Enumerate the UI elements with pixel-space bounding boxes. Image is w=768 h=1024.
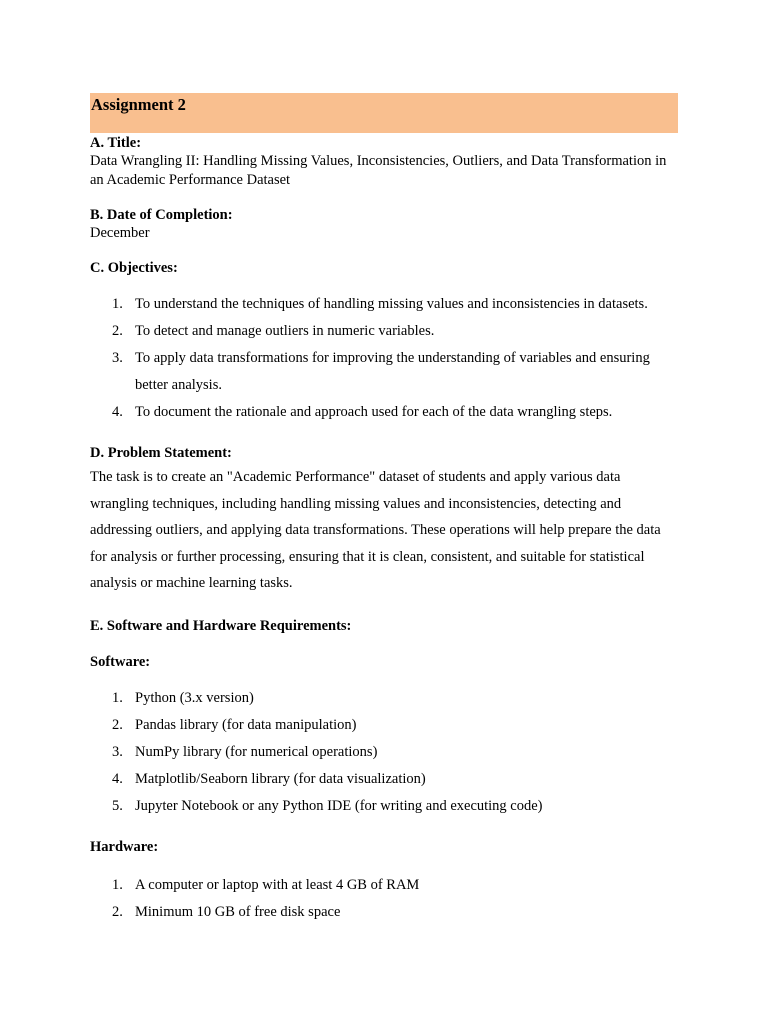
title-label: A. Title:: [90, 135, 142, 151]
list-item-text: Matplotlib/Seaborn library (for data visualization): [135, 770, 426, 787]
list-item: [90, 712, 678, 739]
hardware-list: [90, 872, 678, 926]
list-item-text: Python (3.x version): [135, 689, 254, 706]
list-item-text: Minimum 10 GB of free disk space: [135, 903, 341, 920]
list-item-text: To understand the techniques of handling missing values and inconsistencies in datasets.: [135, 296, 648, 312]
list-item-text: NumPy library (for numerical operations): [135, 743, 378, 760]
list-item-text: To detect and manage outliers in numeric variables.: [135, 323, 435, 339]
list-item: [90, 739, 678, 766]
list-number: 4.: [112, 770, 123, 787]
title-text: Data Wrangling II: Handling Missing Values, Inconsistencies, Outliers, and Data Transformation in an Academic Performance Dataset: [90, 153, 667, 188]
list-item: [90, 399, 678, 426]
list-item-text: Pandas library (for data manipulation): [135, 716, 357, 733]
hardware-label: Hardware:: [90, 838, 159, 855]
list-number: 1.: [112, 296, 123, 312]
list-item-text: To document the rationale and approach used for each of the data wrangling steps.: [135, 404, 613, 420]
software-label: Software:: [90, 653, 151, 670]
requirements-label: E. Software and Hardware Requirements:: [90, 617, 352, 634]
list-number: 5.: [112, 797, 123, 814]
date-value: December: [90, 225, 150, 241]
list-number: 3.: [112, 743, 123, 760]
date-label: B. Date of Completion:: [90, 207, 233, 223]
list-item: [90, 318, 678, 345]
list-item: [90, 291, 678, 318]
software-list: [90, 685, 678, 820]
list-number: 3.: [112, 350, 123, 366]
objectives-list: [90, 291, 678, 426]
objectives-label: C. Objectives:: [90, 260, 178, 276]
list-item: [90, 766, 678, 793]
list-number: 2.: [112, 903, 123, 920]
assignment-banner: [90, 93, 678, 133]
problem-label: D. Problem Statement:: [90, 445, 232, 461]
list-item-text: A computer or laptop with at least 4 GB of RAM: [135, 876, 420, 893]
list-number: 1.: [112, 689, 123, 706]
list-number: 2.: [112, 323, 123, 339]
document-page: [90, 93, 678, 926]
list-number: 4.: [112, 404, 123, 420]
list-number: 1.: [112, 876, 123, 893]
assignment-heading: Assignment 2: [91, 95, 186, 114]
list-item: [90, 899, 678, 926]
problem-text: The task is to create an "Academic Performance" dataset of students and apply various data wrangling techniques, including handling missing values and inconsistencies, detecting and addressing outliers, and applying data transformations. These operations will help prepare the data for analysis or further processing, ensuring that it is clean, consistent, and suitable for statistical analysis or machine learning tasks.: [90, 469, 661, 591]
list-item-text: To apply data transformations for improving the understanding of variables and ensuring better analysis.: [135, 350, 650, 393]
list-item: [90, 872, 678, 899]
list-item: [90, 685, 678, 712]
list-item: [90, 345, 678, 399]
list-number: 2.: [112, 716, 123, 733]
list-item-text: Jupyter Notebook or any Python IDE (for writing and executing code): [135, 797, 543, 814]
list-item: [90, 793, 678, 820]
